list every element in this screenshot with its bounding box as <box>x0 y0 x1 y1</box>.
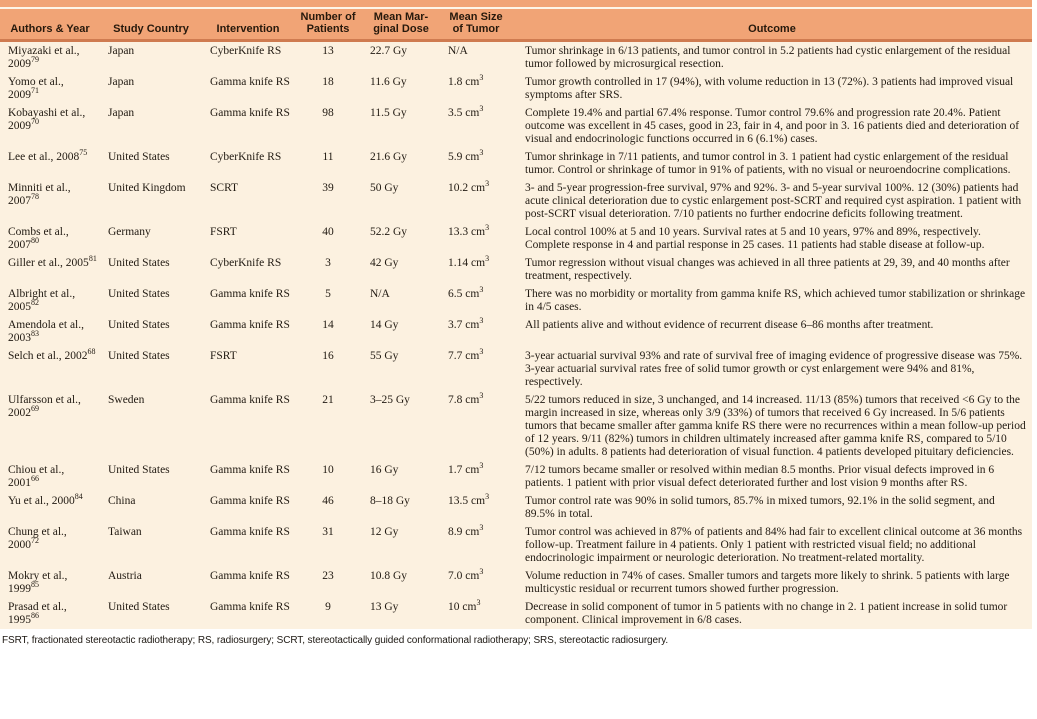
mean-marginal-dose-cell <box>362 523 440 567</box>
authors-year-text: Mokry et al., 1999 <box>8 570 68 595</box>
outcome-cell <box>512 285 1032 316</box>
intervention-cell <box>202 41 294 74</box>
table-row <box>0 316 1032 347</box>
table-row <box>0 492 1032 523</box>
col-header-intervention <box>202 9 294 41</box>
table-row <box>0 391 1032 461</box>
outcome-cell <box>512 254 1032 285</box>
col-header-authors-year <box>0 9 100 41</box>
study-country-cell <box>100 598 202 629</box>
study-country-cell <box>100 41 202 74</box>
reference-superscript: 78 <box>31 192 39 202</box>
number-of-patients-cell <box>294 73 362 104</box>
mean-marginal-dose-cell <box>362 391 440 461</box>
mean-tumor-size-cell <box>440 492 512 523</box>
tumor-size-value: 5.9 cm <box>448 151 480 163</box>
header-row <box>0 9 1032 41</box>
intervention-cell <box>202 254 294 285</box>
col-header-number-of-patients <box>294 9 362 41</box>
authors-year-text: Combs et al., 2007 <box>8 226 69 251</box>
authors-year-cell <box>0 179 100 223</box>
authors-year-cell <box>0 104 100 148</box>
study-country-cell <box>100 73 202 104</box>
study-country-text: Taiwan <box>108 526 142 538</box>
outcome-text: Tumor regression without visual changes was achieved in all three patients at 29, 39, and 40 months after treatment, respectively. <box>525 257 1010 282</box>
col-header-mean-size-of-tumor <box>440 9 512 41</box>
mean-tumor-size-cell <box>440 73 512 104</box>
reference-superscript: 75 <box>79 148 88 158</box>
study-country-cell <box>100 461 202 492</box>
dose-value: 21.6 Gy <box>370 151 408 163</box>
authors-year-text: Albright et al., 2005 <box>8 288 76 313</box>
tumor-size-value: 1.14 cm <box>448 257 486 269</box>
table-row <box>0 179 1032 223</box>
tumor-size-value: 7.8 cm <box>448 394 480 406</box>
outcome-text: 7/12 tumors became smaller or resolved within median 8.5 months. Prior visual defects improved in 6 patients. 1 patient with prior visual defect deteriorated further and lost vision 9 months after RS. <box>525 464 995 489</box>
study-country-cell <box>100 179 202 223</box>
reference-superscript: 69 <box>31 404 39 414</box>
outcome-text: Tumor growth controlled in 17 (94%), with volume reduction in 13 (72%). 3 patients had improved visual symptoms after SRS. <box>525 76 1014 101</box>
study-country-text: Japan <box>108 45 135 57</box>
study-country-text: United States <box>108 350 170 362</box>
authors-year-cell <box>0 223 100 254</box>
mean-tumor-size-cell <box>440 41 512 74</box>
outcome-cell <box>512 461 1032 492</box>
dose-value: 3–25 Gy <box>370 394 410 406</box>
study-country-cell <box>100 223 202 254</box>
study-country-cell <box>100 104 202 148</box>
patients-count: 16 <box>322 350 334 362</box>
authors-year-text: Yomo et al., 2009 <box>8 76 64 101</box>
dose-value: 11.5 Gy <box>370 107 407 119</box>
intervention-cell <box>202 179 294 223</box>
authors-year-text: Minniti et al., 2007 <box>8 182 71 207</box>
authors-year-text: Kobayashi et al., 2009 <box>8 107 86 132</box>
intervention-text: CyberKnife RS <box>210 257 282 269</box>
mean-marginal-dose-cell <box>362 148 440 179</box>
study-country-cell <box>100 492 202 523</box>
table-header <box>0 9 1032 41</box>
table-row <box>0 285 1032 316</box>
study-country-text: Sweden <box>108 394 145 406</box>
header-label: Mean Size <box>449 11 503 23</box>
intervention-text: Gamma knife RS <box>210 76 290 88</box>
number-of-patients-cell <box>294 598 362 629</box>
header-label: Outcome <box>748 22 796 35</box>
reference-superscript: 66 <box>31 474 39 484</box>
dose-value: 16 Gy <box>370 464 399 476</box>
header-label: Number of <box>300 11 356 23</box>
tumor-size-value: 3.7 cm <box>448 319 480 331</box>
intervention-text: CyberKnife RS <box>210 151 282 163</box>
intervention-text: Gamma knife RS <box>210 601 290 613</box>
authors-year-cell <box>0 254 100 285</box>
authors-year-cell <box>0 73 100 104</box>
col-header-mean-marginal-dose <box>362 9 440 41</box>
authors-year-cell <box>0 492 100 523</box>
patients-count: 13 <box>322 45 334 57</box>
patients-count: 98 <box>322 107 334 119</box>
mean-tumor-size-cell <box>440 285 512 316</box>
outcome-text: Tumor control was achieved in 87% of patients and 84% had fair to excellent clinical outcome at 36 months follow-up. Treatment failure in 4 patients. Only 1 patient with restricted visual field; no additional endocrinologic impairment or neurologic deterioration. No treatment-related mortality. <box>525 526 1023 564</box>
dose-value: 55 Gy <box>370 350 399 362</box>
header-label: Mean Mar- <box>373 11 429 23</box>
dose-value: 42 Gy <box>370 257 399 269</box>
study-country-text: United Kingdom <box>108 182 186 194</box>
table-row <box>0 104 1032 148</box>
tumor-size-value: 1.8 cm <box>448 76 480 88</box>
header-label: Study Country <box>113 22 189 35</box>
intervention-cell <box>202 567 294 598</box>
intervention-cell <box>202 223 294 254</box>
col-header-outcome <box>512 9 1032 41</box>
number-of-patients-cell <box>294 567 362 598</box>
authors-year-cell <box>0 461 100 492</box>
intervention-cell <box>202 104 294 148</box>
authors-year-cell <box>0 347 100 391</box>
outcome-cell <box>512 347 1032 391</box>
mean-tumor-size-cell <box>440 179 512 223</box>
intervention-text: SCRT <box>210 182 239 194</box>
patients-count: 39 <box>322 182 334 194</box>
cubed-superscript: 3 <box>479 347 484 357</box>
study-country-text: Japan <box>108 76 135 88</box>
mean-tumor-size-cell <box>440 316 512 347</box>
dose-value: 52.2 Gy <box>370 226 408 238</box>
patients-count: 18 <box>322 76 334 88</box>
intervention-cell <box>202 73 294 104</box>
intervention-text: CyberKnife RS <box>210 45 282 57</box>
data-table <box>0 9 1032 629</box>
outcome-cell <box>512 523 1032 567</box>
outcome-cell <box>512 179 1032 223</box>
dose-value: 22.7 Gy <box>370 45 408 57</box>
intervention-cell <box>202 598 294 629</box>
cubed-superscript: 3 <box>479 148 484 158</box>
dose-value: 11.6 Gy <box>370 76 407 88</box>
study-country-text: United States <box>108 288 170 300</box>
study-country-cell <box>100 285 202 316</box>
outcome-text: Volume reduction in 74% of cases. Smaller tumors and targets more likely to shrink. 5 patients with large multicystic residual or recurrent tumors showed further progression. <box>525 570 1010 595</box>
authors-year-cell <box>0 148 100 179</box>
mean-marginal-dose-cell <box>362 223 440 254</box>
tumor-size-value: 8.9 cm <box>448 526 480 538</box>
header-label: ginal Dose <box>373 22 429 35</box>
dose-value: N/A <box>370 288 390 300</box>
dose-value: 10.8 Gy <box>370 570 408 582</box>
cubed-superscript: 3 <box>485 179 490 189</box>
authors-year-text: Giller et al., 2005 <box>8 257 89 269</box>
study-country-text: United States <box>108 257 170 269</box>
outcome-text: Tumor shrinkage in 7/11 patients, and tumor control in 3. 1 patient had cystic enlargement of the residual tumor. Control or shrinkage of tumor in 91% of patients, with no visual or neuroendocrine complications. <box>525 151 1011 176</box>
dose-value: 13 Gy <box>370 601 399 613</box>
header-label: Patients <box>306 22 350 35</box>
intervention-text: Gamma knife RS <box>210 526 290 538</box>
table-row <box>0 41 1032 74</box>
cubed-superscript: 3 <box>479 285 484 295</box>
mean-tumor-size-cell <box>440 104 512 148</box>
number-of-patients-cell <box>294 285 362 316</box>
reference-superscript: 84 <box>74 492 83 502</box>
number-of-patients-cell <box>294 223 362 254</box>
mean-marginal-dose-cell <box>362 347 440 391</box>
patients-count: 31 <box>322 526 334 538</box>
table-row <box>0 598 1032 629</box>
intervention-text: Gamma knife RS <box>210 495 290 507</box>
reference-superscript: 82 <box>31 298 39 308</box>
number-of-patients-cell <box>294 347 362 391</box>
col-header-study-country <box>100 9 202 41</box>
table-row <box>0 347 1032 391</box>
outcome-cell <box>512 104 1032 148</box>
tumor-size-value: N/A <box>448 45 468 57</box>
cubed-superscript: 3 <box>479 461 484 471</box>
outcome-text: Complete 19.4% and partial 67.4% response. Tumor control 79.6% and progression rate 20.4%. Patient outcome was excellent in 45 cases, good in 23, fair in 4, and poor in 3. 16 patients died and deterioration of visual and endocrinologic functions occurred in 6 (6.1%) cases. <box>525 107 1020 145</box>
number-of-patients-cell <box>294 41 362 74</box>
patients-count: 11 <box>322 151 334 163</box>
reference-superscript: 85 <box>31 580 39 590</box>
table-body <box>0 41 1032 630</box>
mean-marginal-dose-cell <box>362 41 440 74</box>
authors-year-text: Chung et al., 2000 <box>8 526 67 551</box>
study-country-cell <box>100 316 202 347</box>
outcome-cell <box>512 598 1032 629</box>
authors-year-text: Chiou et al., 2001 <box>8 464 65 489</box>
authors-year-text: Miyazaki et al., 2009 <box>8 45 80 70</box>
patients-count: 10 <box>322 464 334 476</box>
study-country-cell <box>100 347 202 391</box>
number-of-patients-cell <box>294 523 362 567</box>
number-of-patients-cell <box>294 316 362 347</box>
cubed-superscript: 3 <box>485 254 490 264</box>
mean-tumor-size-cell <box>440 461 512 492</box>
tumor-size-value: 7.0 cm <box>448 570 480 582</box>
intervention-cell <box>202 316 294 347</box>
intervention-text: Gamma knife RS <box>210 319 290 331</box>
authors-year-cell <box>0 285 100 316</box>
header-label: of Tumor <box>452 22 500 35</box>
intervention-text: Gamma knife RS <box>210 464 290 476</box>
authors-year-cell <box>0 598 100 629</box>
outcome-cell <box>512 73 1032 104</box>
cubed-superscript: 3 <box>485 223 490 233</box>
tumor-size-value: 13.5 cm <box>448 495 486 507</box>
patients-count: 23 <box>322 570 334 582</box>
study-country-text: United States <box>108 319 170 331</box>
intervention-text: FSRT <box>210 226 237 238</box>
mean-marginal-dose-cell <box>362 285 440 316</box>
header-label: Authors & Year <box>10 22 90 35</box>
tumor-size-value: 10 cm <box>448 601 477 613</box>
tumor-size-value: 7.7 cm <box>448 350 480 362</box>
outcome-cell <box>512 567 1032 598</box>
mean-marginal-dose-cell <box>362 104 440 148</box>
patients-count: 21 <box>322 394 334 406</box>
mean-marginal-dose-cell <box>362 567 440 598</box>
mean-tumor-size-cell <box>440 148 512 179</box>
number-of-patients-cell <box>294 104 362 148</box>
patients-count: 5 <box>325 288 331 300</box>
table-row <box>0 73 1032 104</box>
dose-value: 14 Gy <box>370 319 399 331</box>
outcome-cell <box>512 148 1032 179</box>
dose-value: 8–18 Gy <box>370 495 410 507</box>
outcome-cell <box>512 316 1032 347</box>
intervention-cell <box>202 285 294 316</box>
header-label: Intervention <box>216 22 280 35</box>
reference-superscript: 70 <box>31 117 39 127</box>
outcome-cell <box>512 391 1032 461</box>
number-of-patients-cell <box>294 461 362 492</box>
authors-year-cell <box>0 41 100 74</box>
number-of-patients-cell <box>294 492 362 523</box>
outcome-cell <box>512 492 1032 523</box>
study-country-text: United States <box>108 601 170 613</box>
cubed-superscript: 3 <box>479 316 484 326</box>
patients-count: 9 <box>325 601 331 613</box>
study-country-text: Japan <box>108 107 135 119</box>
intervention-cell <box>202 347 294 391</box>
tumor-size-value: 1.7 cm <box>448 464 480 476</box>
study-country-text: United States <box>108 464 170 476</box>
number-of-patients-cell <box>294 179 362 223</box>
authors-year-text: Amendola et al., 2003 <box>8 319 85 344</box>
study-country-cell <box>100 254 202 285</box>
cubed-superscript: 3 <box>479 567 484 577</box>
outcome-text: All patients alive and without evidence of recurrent disease 6–86 months after treatment. <box>525 319 934 331</box>
reference-superscript: 86 <box>31 611 39 621</box>
authors-year-text: Lee et al., 2008 <box>8 151 80 163</box>
mean-marginal-dose-cell <box>362 598 440 629</box>
cubed-superscript: 3 <box>479 523 484 533</box>
intervention-cell <box>202 461 294 492</box>
reference-superscript: 68 <box>87 347 96 357</box>
mean-tumor-size-cell <box>440 598 512 629</box>
intervention-text: Gamma knife RS <box>210 394 290 406</box>
cubed-superscript: 3 <box>485 492 490 502</box>
study-country-text: Germany <box>108 226 151 238</box>
table-row <box>0 523 1032 567</box>
reference-superscript: 72 <box>31 536 39 546</box>
study-country-cell <box>100 567 202 598</box>
patients-count: 46 <box>322 495 334 507</box>
tumor-size-value: 13.3 cm <box>448 226 486 238</box>
cubed-superscript: 3 <box>479 391 484 401</box>
dose-value: 12 Gy <box>370 526 399 538</box>
mean-tumor-size-cell <box>440 567 512 598</box>
outcome-cell <box>512 223 1032 254</box>
study-country-cell <box>100 391 202 461</box>
dose-value: 50 Gy <box>370 182 399 194</box>
outcome-text: Local control 100% at 5 and 10 years. Survival rates at 5 and 10 years, 97% and 89%, respectively. Complete response in 4 and partial response in 25 cases. 11 patients had stable disease at follow-up. <box>525 226 985 251</box>
authors-year-cell <box>0 567 100 598</box>
intervention-text: Gamma knife RS <box>210 107 290 119</box>
intervention-cell <box>202 148 294 179</box>
mean-marginal-dose-cell <box>362 254 440 285</box>
table-row <box>0 223 1032 254</box>
number-of-patients-cell <box>294 391 362 461</box>
authors-year-text: Selch et al., 2002 <box>8 350 88 362</box>
header-top-strip <box>0 0 1032 7</box>
tumor-size-value: 10.2 cm <box>448 182 486 194</box>
number-of-patients-cell <box>294 148 362 179</box>
table-row <box>0 567 1032 598</box>
tumor-size-value: 6.5 cm <box>448 288 480 300</box>
outcome-text: Tumor control rate was 90% in solid tumors, 85.7% in mixed tumors, 92.1% in the solid segment, and 89.5% in total. <box>525 495 995 520</box>
outcome-text: Tumor shrinkage in 6/13 patients, and tumor control in 5.2 patients had cystic enlargement of the residual tumor followed by microsurgical resection. <box>525 45 1011 70</box>
outcome-text: 5/22 tumors reduced in size, 3 unchanged, and 14 increased. 11/13 (85%) tumors that received <6 Gy to the margin increased in size, whereas only 3/9 (33%) of tumors that received 6 Gy increased. In 5/6 patients tumors that became smaller after gamma knife RS there were no recurrences within a mean follow-up period of 12 years. 9/11 (82%) tumors in children ultimately increased after gamma knife RS, compared to 5/10 (50%) in adults. 8 patients had deterioration of visual function. 4 patients developed pituitary deficiencies. <box>525 394 1026 458</box>
authors-year-text: Prasad et al., 1995 <box>8 601 67 626</box>
mean-tumor-size-cell <box>440 254 512 285</box>
mean-marginal-dose-cell <box>362 316 440 347</box>
outcome-text: Decrease in solid component of tumor in 5 patients with no change in 2. 1 patient increase in solid tumor component. Clinical improvement in 6/8 cases. <box>525 601 1008 626</box>
mean-marginal-dose-cell <box>362 179 440 223</box>
intervention-cell <box>202 523 294 567</box>
tumor-size-value: 3.5 cm <box>448 107 480 119</box>
table-row <box>0 148 1032 179</box>
authors-year-text: Ulfarsson et al., 2002 <box>8 394 81 419</box>
cubed-superscript: 3 <box>479 104 484 114</box>
outcome-cell <box>512 41 1032 74</box>
study-country-cell <box>100 148 202 179</box>
outcome-text: 3- and 5-year progression-free survival, 97% and 92%. 3- and 5-year survival 100%. 12 (30%) patients had acute clinical deterioration due to cystic enlargement post-SCRT and required cyst aspiration. 1 patient with post-SCRT visual deterioration. 7/10 patients no further endocrine deficits following treatment. <box>525 182 1022 220</box>
table-footnote: FSRT, fractionated stereotactic radiotherapy; RS, radiosurgery; SCRT, stereotactically guided conformational radiotherapy; SRS, stereotactic radiosurgery. <box>0 629 1032 647</box>
patients-count: 3 <box>325 257 331 269</box>
mean-marginal-dose-cell <box>362 492 440 523</box>
mean-marginal-dose-cell <box>362 461 440 492</box>
authors-year-cell <box>0 316 100 347</box>
mean-tumor-size-cell <box>440 347 512 391</box>
reference-superscript: 81 <box>88 254 97 264</box>
patients-count: 14 <box>322 319 334 331</box>
intervention-cell <box>202 492 294 523</box>
intervention-text: FSRT <box>210 350 237 362</box>
authors-year-text: Yu et al., 2000 <box>8 495 75 507</box>
outcome-text: 3-year actuarial survival 93% and rate of survival free of imaging evidence of progressive disease was 75%. 3-year actuarial survival rates free of solid tumor growth or cyst enlargement were 94% and 81%, respectively. <box>525 350 1023 388</box>
reference-superscript: 71 <box>31 86 39 96</box>
study-country-text: China <box>108 495 136 507</box>
reference-superscript: 80 <box>31 236 39 246</box>
study-country-text: Austria <box>108 570 142 582</box>
intervention-cell <box>202 391 294 461</box>
mean-tumor-size-cell <box>440 223 512 254</box>
intervention-text: Gamma knife RS <box>210 288 290 300</box>
mean-marginal-dose-cell <box>362 73 440 104</box>
study-country-text: United States <box>108 151 170 163</box>
patients-count: 40 <box>322 226 334 238</box>
mean-tumor-size-cell <box>440 523 512 567</box>
number-of-patients-cell <box>294 254 362 285</box>
authors-year-cell <box>0 391 100 461</box>
study-country-cell <box>100 523 202 567</box>
reference-superscript: 83 <box>31 329 39 339</box>
mean-tumor-size-cell <box>440 391 512 461</box>
cubed-superscript: 3 <box>476 598 481 608</box>
table-row <box>0 461 1032 492</box>
outcome-text: There was no morbidity or mortality from gamma knife RS, which achieved tumor stabilization or shrinkage in 4/5 cases. <box>525 288 1026 313</box>
authors-year-cell <box>0 523 100 567</box>
table-row <box>0 254 1032 285</box>
reference-superscript: 79 <box>31 55 39 65</box>
cubed-superscript: 3 <box>479 73 484 83</box>
intervention-text: Gamma knife RS <box>210 570 290 582</box>
